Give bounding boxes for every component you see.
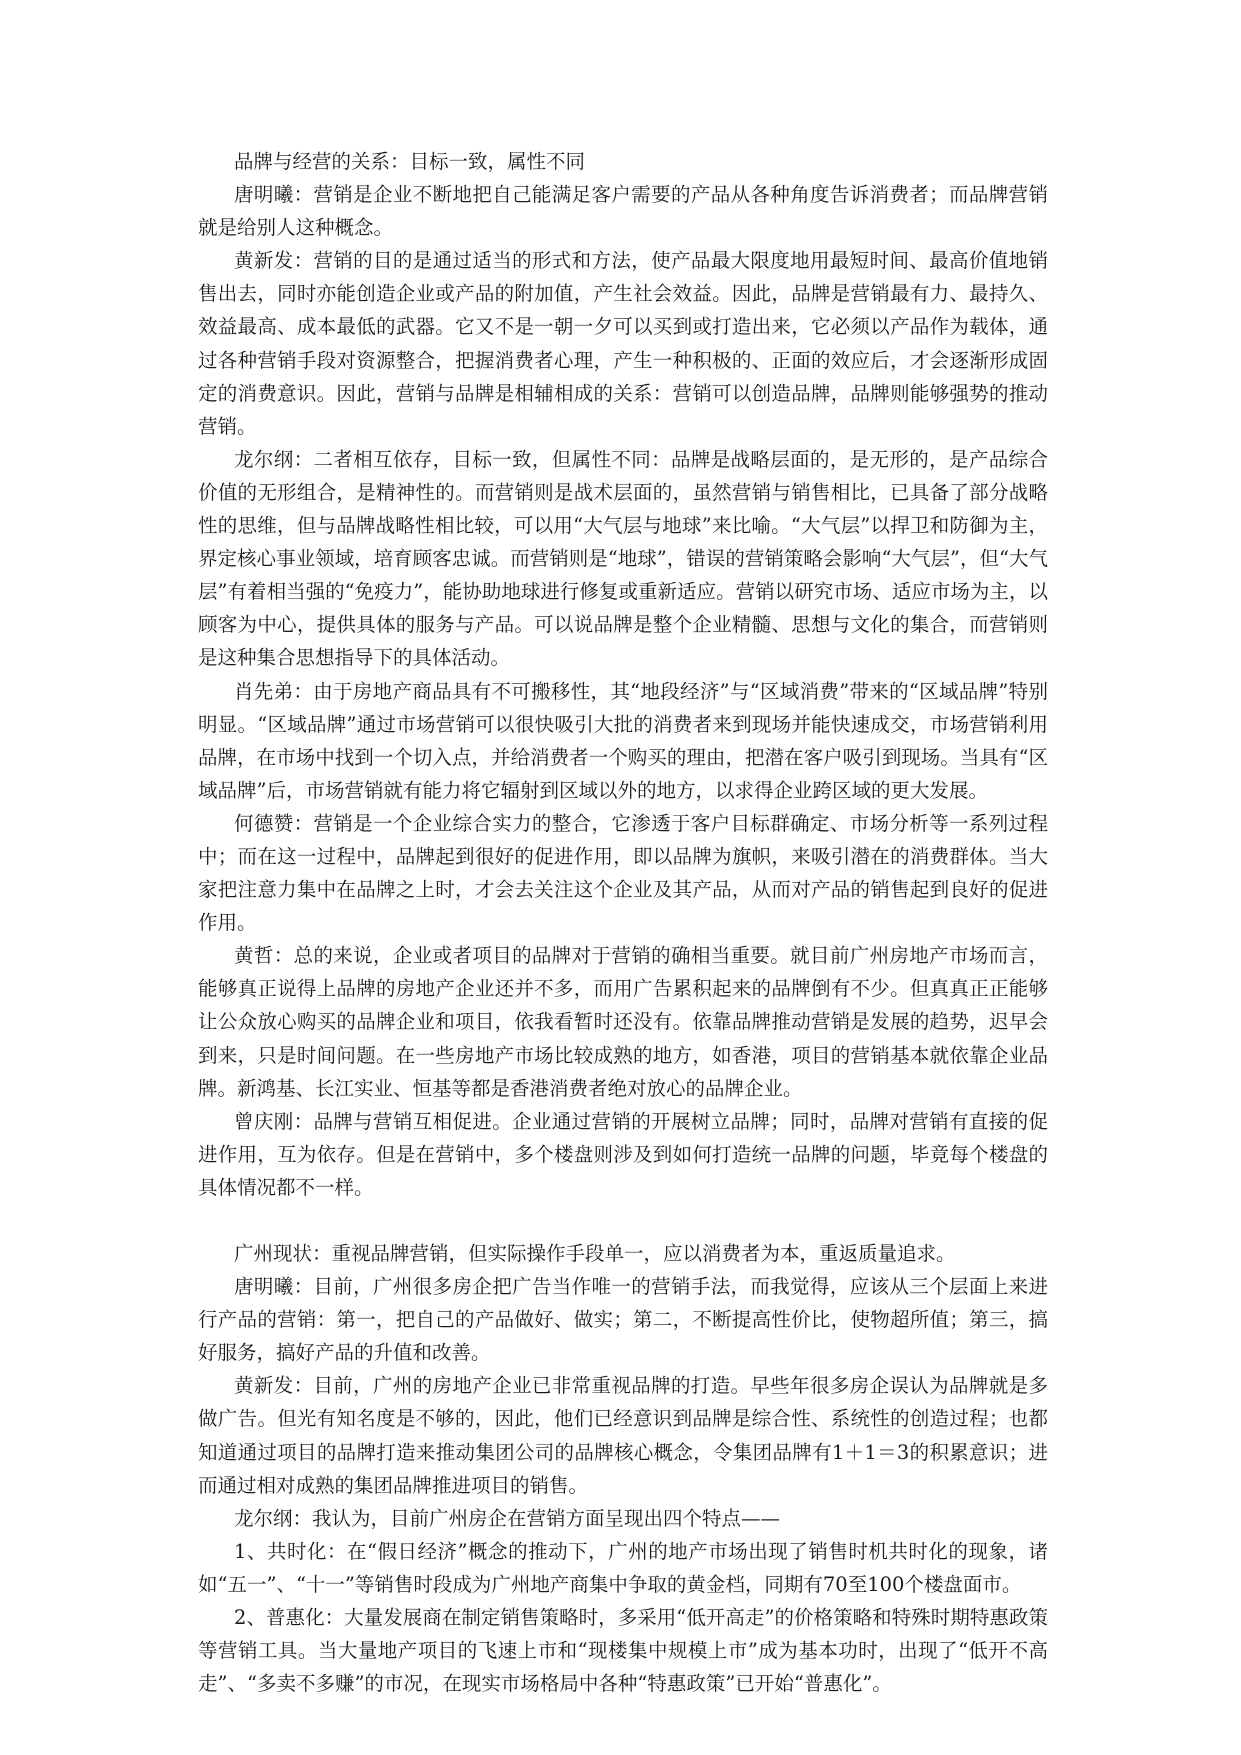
paragraph: 黄新发：营销的目的是通过适当的形式和方法，使产品最大限度地用最短时间、最高价值地销售出去，同时亦能创造企业或产品的附加值，产生社会效益。因此，品牌是营销最有力、最持久、效益最高、成本最低的武器。它又不是一朝一夕可以买到或打造出来，它必须以产品作为载体，通过各种营销手段对资源整合，把握消费者心理，产生一种积极的、正面的效应后，才会逐渐形成固定的消费意识。因此，营销与品牌是相辅相成的关系：营销可以创造品牌，品牌则能够强势的推动营销。 [198,249,1048,438]
section-heading-brand-vs-business: 品牌与经营的关系：目标一致，属性不同 [234,150,586,173]
paragraph: 黄新发：目前，广州的房地产企业已非常重视品牌的打造。早些年很多房企误认为品牌就是多做广告。但光有知名度是不够的，因此，他们已经意识到品牌是综合性、系统性的创造过程；也都知道通过项目的品牌打造来推动集团公司的品牌核心概念，令集团品牌有1＋1＝3的积累意识；进而通过相对成熟的集团品牌推进项目的销售。 [198,1374,1048,1497]
paragraph: 龙尔纲：二者相互依存，目标一致，但属性不同：品牌是战略层面的，是无形的，是产品综合价值的无形组合，是精神性的。而营销则是战术层面的，虽然营销与销售相比，已具备了部分战略性的思维，但与品牌战略性相比较，可以用“大气层与地球”来比喻。“大气层”以捍卫和防御为主，界定核心事业领域，培育顾客忠诚。而营销则是“地球”，错误的营销策略会影响“大气层”，但“大气层”有着相当强的“免疫力”，能协助地球进行修复或重新适应。营销以研究市场、适应市场为主，以顾客为中心，提供具体的服务与产品。可以说品牌是整个企业精髓、思想与文化的集合，而营销则是这种集合思想指导下的具体活动。 [198,447,1048,670]
paragraph: 肖先弟：由于房地产商品具有不可搬移性，其“地段经济”与“区域消费”带来的“区域品牌”特别明显。“区域品牌”通过市场营销可以很快吸引大批的消费者来到现场并能快速成交，市场营销利用品牌，在市场中找到一个切入点，并给消费者一个购买的理由，把潜在客户吸引到现场。当具有“区域品牌”后，市场营销就有能力将它辐射到区域以外的地方，以求得企业跨区域的更大发展。 [198,679,1048,802]
paragraph: 曾庆刚：品牌与营销互相促进。企业通过营销的开展树立品牌；同时，品牌对营销有直接的促进作用，互为依存。但是在营销中，多个楼盘则涉及到如何打造统一品牌的问题，毕竟每个楼盘的具体情况都不一样。 [198,1109,1048,1199]
paragraph: 黄哲：总的来说，企业或者项目的品牌对于营销的确相当重要。就目前广州房地产市场而言，能够真正说得上品牌的房地产企业还并不多，而用广告累积起来的品牌倒有不少。但真真正正能够让公众放心购买的品牌企业和项目，依我看暂时还没有。依靠品牌推动营销是发展的趋势，迟早会到来，只是时间问题。在一些房地产市场比较成熟的地方，如香港，项目的营销基本就依靠企业品牌。新鸿基、长江实业、恒基等都是香港消费者绝对放心的品牌企业。 [198,944,1048,1100]
paragraph: 龙尔纲：我认为，目前广州房企在营销方面呈现出四个特点—— [234,1506,781,1530]
paragraph: 何德赞：营销是一个企业综合实力的整合，它渗透于客户目标群确定、市场分析等一系列过程中；而在这一过程中，品牌起到很好的促进作用，即以品牌为旗帜，来吸引潜在的消费群体。当大家把注意力集中在品牌之上时，才会去关注这个企业及其产品，从而对产品的销售起到良好的促进作用。 [198,811,1048,935]
section-heading-guangzhou-status: 广州现状：重视品牌营销，但实际操作手段单一，应以消费者为本，重返质量追求。 [234,1242,956,1265]
paragraph: 唐明曦：目前，广州很多房企把广告当作唯一的营销手法，而我觉得，应该从三个层面上来进行产品的营销：第一，把自己的产品做好、做实；第二，不断提高性价比，使物超所值；第三，搞好服务，搞好产品的升值和改善。 [198,1275,1048,1365]
paragraph: 唐明曦：营销是企业不断地把自己能满足客户需要的产品从各种角度告诉消费者；而品牌营销就是给别人这种概念。 [198,183,1048,240]
document-body [198,145,1048,1700]
list-item: 2、普惠化：大量发展商在制定销售策略时，多采用“低开高走”的价格策略和特殊时期特惠政策等营销工具。当大量地产项目的飞速上市和“现楼集中规模上市”成为基本功时，出现了“低开不高走”、“多卖不多赚”的市况，在现实市场格局中各种“特惠政策”已开始“普惠化”。 [198,1606,1048,1696]
section-spacer [198,1204,1048,1237]
list-item: 1、共时化：在“假日经济”概念的推动下，广州的地产市场出现了销售时机共时化的现象，诸如“五一”、“十一”等销售时段成为广州地产商集中争取的黄金档，同期有70至100个楼盘面市。 [198,1539,1048,1596]
